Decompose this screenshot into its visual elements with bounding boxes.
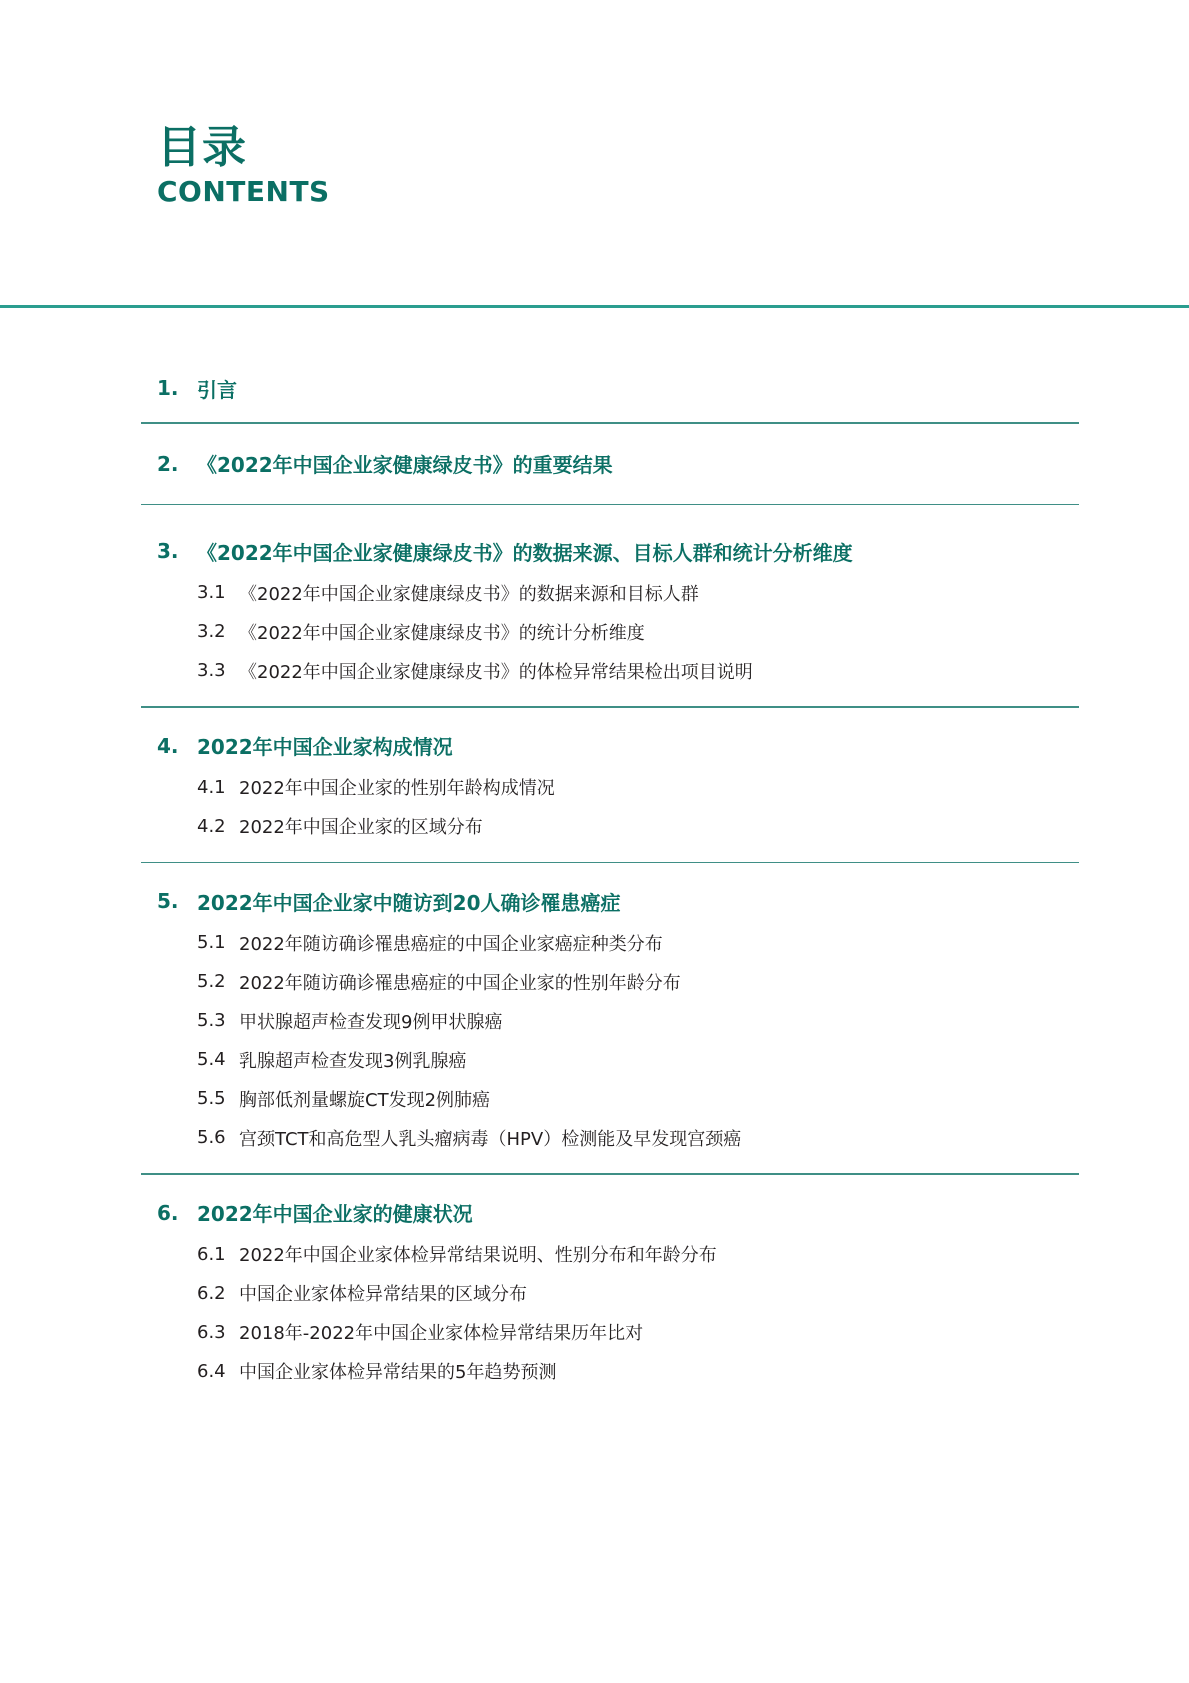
toc-section-title[interactable] (157, 1197, 1079, 1229)
toc-subsection-label: 中国企业家体检异常结果的区域分布 (239, 1284, 527, 1305)
toc-subsection-item[interactable] (197, 573, 1079, 612)
toc-subsection-item[interactable] (197, 1235, 1079, 1274)
toc-subsection-number: 6.1 (197, 1243, 226, 1265)
toc-subsection-number: 6.2 (197, 1282, 226, 1304)
toc-subsection-number: 5.1 (197, 932, 226, 953)
toc-subsection-number: 4.2 (197, 815, 226, 837)
toc-subsection-number: 3.3 (197, 660, 226, 681)
toc-subsection-item[interactable] (197, 807, 1079, 846)
toc-section-label: 《2022年中国企业家健康绿皮书》的重要结果 (197, 453, 613, 477)
toc-subsection-item[interactable] (197, 962, 1079, 1001)
toc-section-title[interactable] (157, 372, 1079, 404)
toc-subsection-number: 5.4 (197, 1049, 226, 1070)
toc-subsection-label: 胸部低剂量螺旋CT发现2例肺癌 (239, 1089, 491, 1111)
toc-subsection-label: 乳腺超声检查发现3例乳腺癌 (239, 1050, 467, 1072)
toc-subsection-item[interactable] (197, 1001, 1079, 1040)
toc-section-number: 1. (157, 376, 179, 400)
toc-subsection-number: 5.6 (197, 1127, 226, 1148)
toc-section (141, 863, 1079, 1173)
toc-section (141, 1175, 1079, 1407)
toc-section-title[interactable] (157, 730, 1079, 762)
table-of-contents (141, 372, 1079, 1407)
page-header (157, 122, 330, 208)
toc-subsection-item[interactable] (197, 1313, 1079, 1352)
toc-subsection-number: 5.5 (197, 1088, 226, 1109)
toc-subsection-list (157, 573, 1079, 690)
toc-section-number: 6. (157, 1200, 179, 1225)
toc-section (141, 708, 1079, 862)
toc-section-title[interactable] (157, 535, 1079, 567)
toc-subsection-number: 5.3 (197, 1010, 226, 1031)
toc-section (141, 505, 1079, 706)
page-title-en: CONTENTS (157, 175, 330, 208)
toc-subsection-number: 5.2 (197, 971, 226, 992)
toc-section-number: 5. (157, 889, 179, 913)
toc-section (141, 372, 1079, 422)
toc-section-label: 引言 (197, 377, 237, 402)
toc-section-number: 4. (157, 733, 179, 758)
toc-subsection-label: 2022年中国企业家的区域分布 (239, 817, 483, 838)
toc-section-label: 2022年中国企业家构成情况 (197, 735, 453, 759)
toc-subsection-label: 2022年中国企业家体检异常结果说明、性别分布和年龄分布 (239, 1245, 717, 1266)
toc-subsection-list (157, 923, 1079, 1157)
toc-subsection-number: 6.4 (197, 1360, 226, 1382)
toc-subsection-label: 《2022年中国企业家健康绿皮书》的统计分析维度 (239, 622, 645, 644)
toc-subsection-label: 中国企业家体检异常结果的5年趋势预测 (239, 1362, 557, 1383)
toc-subsection-label: 2022年中国企业家的性别年龄构成情况 (239, 778, 555, 799)
toc-subsection-number: 6.3 (197, 1321, 226, 1343)
toc-section-label: 2022年中国企业家中随访到20人确诊罹患癌症 (197, 890, 621, 915)
toc-subsection-label: 2022年随访确诊罹患癌症的中国企业家的性别年龄分布 (239, 972, 681, 994)
toc-subsection-label: 甲状腺超声检查发现9例甲状腺癌 (239, 1011, 503, 1033)
toc-subsection-list (157, 1235, 1079, 1391)
header-divider (0, 305, 1189, 308)
toc-subsection-item[interactable] (197, 1274, 1079, 1313)
toc-subsection-label: 2018年-2022年中国企业家体检异常结果历年比对 (239, 1323, 644, 1344)
toc-subsection-item[interactable] (197, 923, 1079, 962)
toc-subsection-item[interactable] (197, 1352, 1079, 1391)
toc-subsection-label: 《2022年中国企业家健康绿皮书》的体检异常结果检出项目说明 (239, 661, 753, 683)
toc-subsection-number: 3.2 (197, 621, 226, 642)
toc-subsection-item[interactable] (197, 651, 1079, 690)
toc-section-label: 《2022年中国企业家健康绿皮书》的数据来源、目标人群和统计分析维度 (197, 540, 853, 565)
toc-subsection-list (157, 768, 1079, 846)
toc-subsection-item[interactable] (197, 1079, 1079, 1118)
toc-subsection-number: 4.1 (197, 776, 226, 798)
toc-section-number: 2. (157, 451, 179, 476)
toc-section-number: 3. (157, 539, 179, 563)
toc-section (141, 424, 1079, 504)
toc-subsection-item[interactable] (197, 1118, 1079, 1157)
toc-section-title[interactable] (157, 885, 1079, 917)
toc-subsection-item[interactable] (197, 612, 1079, 651)
toc-subsection-item[interactable] (197, 1040, 1079, 1079)
toc-subsection-number: 3.1 (197, 582, 226, 603)
toc-section-title[interactable] (157, 448, 1079, 480)
toc-subsection-label: 2022年随访确诊罹患癌症的中国企业家癌症种类分布 (239, 933, 663, 955)
page-title-cn: 目录 (157, 122, 247, 173)
toc-subsection-label: 宫颈TCT和高危型人乳头瘤病毒（HPV）检测能及早发现宫颈癌 (239, 1128, 742, 1150)
toc-subsection-item[interactable] (197, 768, 1079, 807)
toc-subsection-label: 《2022年中国企业家健康绿皮书》的数据来源和目标人群 (239, 583, 699, 605)
toc-section-label: 2022年中国企业家的健康状况 (197, 1202, 473, 1226)
